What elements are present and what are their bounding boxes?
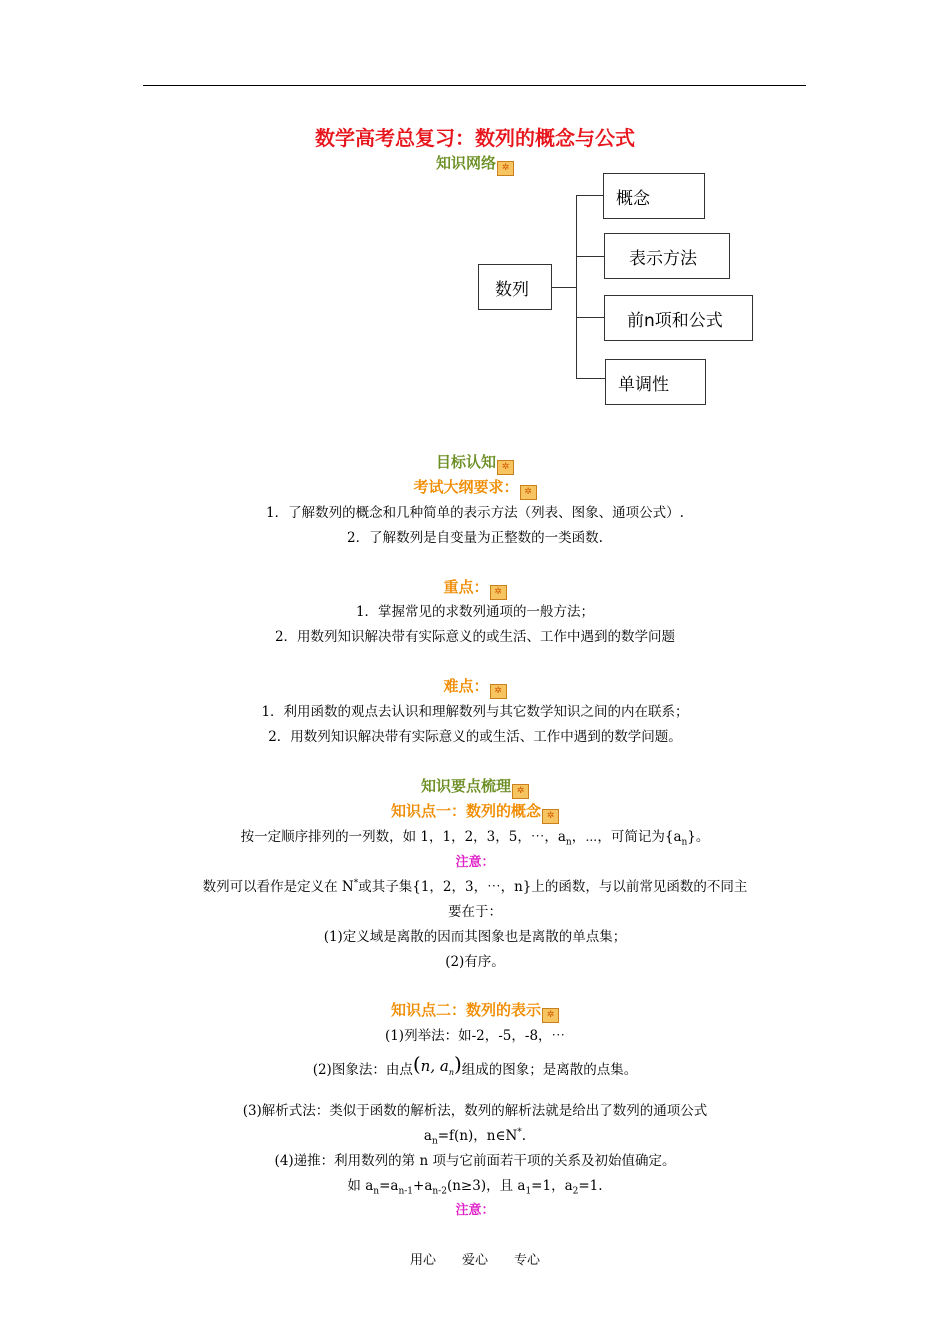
text-run: ，⋯，可简记为{a	[571, 829, 682, 845]
text-run: .	[521, 1128, 527, 1144]
connector-branch-1	[576, 195, 606, 196]
hard-item-2: 2．用数列知识解决带有实际意义的或生活、工作中遇到的数学问题。	[268, 729, 682, 745]
subscript: n	[373, 1186, 380, 1197]
note1-item-2: (2)有序。	[445, 954, 505, 970]
text-run: 组成的图象；是离散的点集。	[461, 1062, 638, 1078]
text-run: =a	[379, 1178, 399, 1194]
heading-text: 知识点二：数列的表示	[390, 1001, 541, 1019]
subscript: n	[565, 837, 572, 848]
rep-list-method: (1)列举法：如-2，-5，-8，⋯	[384, 1028, 566, 1044]
subscript: 2	[572, 1186, 579, 1197]
header-rule	[143, 85, 806, 86]
exam-item-2: 2．了解数列是自变量为正整数的一类函数.	[347, 530, 603, 546]
node-label: 概念	[616, 188, 650, 209]
subheading-hard	[0, 675, 950, 699]
text-run: +a	[413, 1178, 433, 1194]
section-heading-network	[0, 152, 950, 176]
subscript: n-2	[432, 1186, 447, 1197]
note-label-2: 注意：	[455, 1203, 495, 1218]
footer-word: 用心	[409, 1253, 436, 1268]
subscript: n	[681, 837, 688, 848]
section-heading-goals	[0, 451, 950, 475]
note1-line-1	[0, 875, 950, 895]
connector-trunk	[576, 195, 577, 378]
text-run: (n≥3)，且 a	[446, 1178, 526, 1194]
exam-item-1: 1．了解数列的概念和几种简单的表示方法（列表、图象、通项公式）.	[266, 505, 684, 521]
footer-word: 专心	[514, 1253, 541, 1268]
section-heading-summary	[0, 775, 950, 799]
key-item-2: 2．用数列知识解决带有实际意义的或生活、工作中遇到的数学问题	[274, 629, 676, 645]
connector-branch-3	[576, 317, 606, 318]
tree-node-concept	[603, 173, 705, 219]
tree-root-node	[478, 264, 552, 310]
text-run: }。	[687, 829, 710, 845]
rep-recursive-example	[0, 1174, 950, 1197]
node-label: 单调性	[618, 374, 669, 395]
subscript: n	[448, 1068, 454, 1077]
folder-star-icon: ✲	[542, 1008, 559, 1023]
node-label: 前n项和公式	[627, 310, 723, 331]
kp1-definition	[0, 825, 950, 848]
heading-text: 重点：	[443, 578, 489, 596]
text-run: =1，a	[531, 1178, 573, 1194]
subscript: n-1	[398, 1186, 414, 1197]
note-label-1: 注意：	[455, 855, 495, 870]
tree-node-monotonicity	[605, 359, 706, 405]
math-var: n	[420, 1057, 431, 1075]
tree-node-sum-formula	[604, 295, 753, 341]
rep-formula	[0, 1124, 950, 1147]
note1-line-2: 要在于：	[448, 904, 502, 920]
connector-root	[551, 287, 577, 288]
subscript: 1	[525, 1186, 532, 1197]
text-run: a	[423, 1128, 432, 1144]
page-footer	[0, 1249, 950, 1268]
text-run: =1.	[578, 1178, 603, 1194]
heading-text: 目标认知	[435, 453, 496, 471]
superscript: *	[353, 878, 359, 889]
text-run: 如 a	[347, 1178, 374, 1194]
text-run: 按一定顺序排列的一列数，如 1，1，2，3，5，⋯，a	[240, 829, 566, 845]
heading-text: 知识网络	[435, 154, 496, 172]
folder-star-icon: ✲	[542, 809, 559, 824]
superscript: *	[517, 1127, 522, 1138]
note1-item-1: (1)定义域是离散的因而其图象也是离散的单点集；	[323, 929, 627, 945]
rep-graph-method	[0, 1052, 950, 1078]
connector-branch-4	[576, 378, 606, 379]
heading-text: 难点：	[443, 677, 489, 695]
folder-star-icon: ✲	[497, 161, 514, 176]
connector-branch-2	[576, 256, 606, 257]
tree-node-representation	[604, 233, 730, 279]
text-run: =f(n)，n∈N	[437, 1128, 518, 1144]
subheading-key	[0, 576, 950, 600]
folder-star-icon: ✲	[497, 460, 514, 475]
text-run: 或其子集{1，2，3，⋯，n}上的函数，与以前常见函数的不同主	[358, 879, 748, 895]
folder-star-icon: ✲	[512, 784, 529, 799]
page-title: 数学高考总复习：数列的概念与公式	[315, 126, 635, 150]
rep-formula-method: (3)解析式法：类似于函数的解析法，数列的解析法就是给出了数列的通项公式	[242, 1103, 708, 1119]
subheading-kp2	[0, 999, 950, 1023]
subheading-kp1	[0, 800, 950, 824]
text-run: (2)图象法：由点	[312, 1062, 413, 1078]
heading-text: 知识点一：数列的概念	[390, 802, 541, 820]
heading-text: 考试大纲要求：	[413, 478, 519, 496]
key-item-1: 1．掌握常见的求数列通项的一般方法；	[355, 604, 595, 620]
node-label: 表示方法	[629, 248, 697, 269]
rep-recursive-method: (4)递推：利用数列的第 n 项与它前面若干项的关系及初始值确定。	[274, 1153, 676, 1169]
text-run: 数列可以看作是定义在 N	[202, 879, 354, 895]
hard-item-1: 1．利用函数的观点去认识和理解数列与其它数学知识之间的内在联系；	[261, 704, 689, 720]
folder-star-icon: ✲	[490, 585, 507, 600]
folder-star-icon: ✲	[490, 684, 507, 699]
subheading-exam	[0, 476, 950, 500]
point-notation: (n, $a_n$)	[412, 1052, 462, 1077]
node-label: 数列	[495, 279, 529, 300]
folder-star-icon: ✲	[520, 485, 537, 500]
math-var: a	[439, 1057, 449, 1075]
subscript: n	[431, 1136, 438, 1147]
footer-word: 爱心	[461, 1253, 488, 1268]
heading-text: 知识要点梳理	[420, 777, 511, 795]
